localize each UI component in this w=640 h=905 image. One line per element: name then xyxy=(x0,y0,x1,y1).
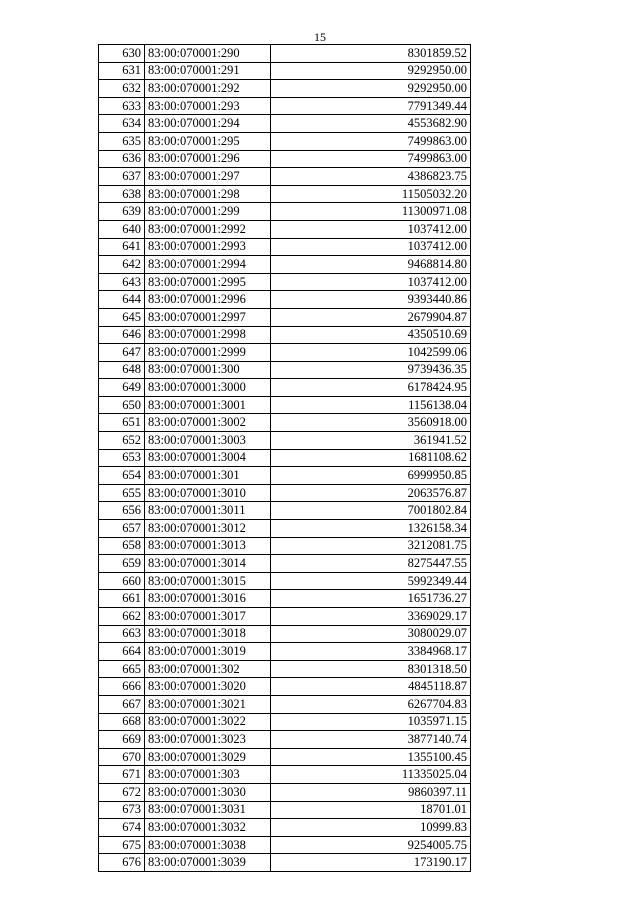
table-row xyxy=(99,731,471,749)
table-row xyxy=(99,62,471,80)
cadastral-number-cell: 83:00:070001:291 xyxy=(145,62,271,80)
cadastral-value-cell: 1681108.62 xyxy=(271,449,471,467)
cadastral-number-cell: 83:00:070001:3001 xyxy=(145,396,271,414)
row-number-cell: 657 xyxy=(99,520,145,538)
table-row xyxy=(99,502,471,520)
cadastral-value-cell: 7499863.00 xyxy=(271,150,471,168)
table-row xyxy=(99,854,471,872)
cadastral-value-cell: 1037412.00 xyxy=(271,238,471,256)
cadastral-number-cell: 83:00:070001:3014 xyxy=(145,555,271,573)
cadastral-value-cell: 4350510.69 xyxy=(271,326,471,344)
row-number-cell: 639 xyxy=(99,203,145,221)
cadastral-value-cell: 11335025.04 xyxy=(271,766,471,784)
cadastral-value-cell: 3212081.75 xyxy=(271,537,471,555)
row-number-cell: 634 xyxy=(99,115,145,133)
table-row xyxy=(99,344,471,362)
cadastral-value-cell: 8301318.50 xyxy=(271,660,471,678)
table-row xyxy=(99,273,471,291)
cadastral-number-cell: 83:00:070001:292 xyxy=(145,80,271,98)
table-row xyxy=(99,678,471,696)
table-row xyxy=(99,238,471,256)
row-number-cell: 670 xyxy=(99,748,145,766)
row-number-cell: 673 xyxy=(99,801,145,819)
cadastral-number-cell: 83:00:070001:299 xyxy=(145,203,271,221)
row-number-cell: 646 xyxy=(99,326,145,344)
table-row xyxy=(99,520,471,538)
table-row xyxy=(99,185,471,203)
cadastral-value-cell: 2063576.87 xyxy=(271,484,471,502)
cadastral-value-cell: 1042599.06 xyxy=(271,344,471,362)
table-row xyxy=(99,449,471,467)
cadastral-number-cell: 83:00:070001:3023 xyxy=(145,731,271,749)
cadastral-value-cell: 1355100.45 xyxy=(271,748,471,766)
cadastral-value-cell: 1037412.00 xyxy=(271,220,471,238)
cadastral-value-cell: 7499863.00 xyxy=(271,132,471,150)
row-number-cell: 640 xyxy=(99,220,145,238)
row-number-cell: 669 xyxy=(99,731,145,749)
cadastral-number-cell: 83:00:070001:2999 xyxy=(145,344,271,362)
cadastral-value-cell: 1326158.34 xyxy=(271,520,471,538)
cadastral-number-cell: 83:00:070001:2996 xyxy=(145,291,271,309)
cadastral-value-cell: 9739436.35 xyxy=(271,361,471,379)
cadastral-number-cell: 83:00:070001:297 xyxy=(145,168,271,186)
cadastral-number-cell: 83:00:070001:3018 xyxy=(145,625,271,643)
cadastral-value-cell: 6178424.95 xyxy=(271,379,471,397)
cadastral-value-cell: 10999.83 xyxy=(271,819,471,837)
cadastral-value-cell: 7791349.44 xyxy=(271,97,471,115)
cadastral-number-cell: 83:00:070001:3031 xyxy=(145,801,271,819)
row-number-cell: 663 xyxy=(99,625,145,643)
row-number-cell: 658 xyxy=(99,537,145,555)
row-number-cell: 637 xyxy=(99,168,145,186)
row-number-cell: 654 xyxy=(99,467,145,485)
cadastral-number-cell: 83:00:070001:3013 xyxy=(145,537,271,555)
cadastral-number-cell: 83:00:070001:3032 xyxy=(145,819,271,837)
row-number-cell: 656 xyxy=(99,502,145,520)
row-number-cell: 671 xyxy=(99,766,145,784)
table-row xyxy=(99,379,471,397)
row-number-cell: 664 xyxy=(99,643,145,661)
cadastral-number-cell: 83:00:070001:3012 xyxy=(145,520,271,538)
page-number: 15 xyxy=(314,30,326,44)
row-number-cell: 636 xyxy=(99,150,145,168)
table-row xyxy=(99,555,471,573)
table-row xyxy=(99,748,471,766)
cadastral-value-cell: 3080029.07 xyxy=(271,625,471,643)
row-number-cell: 630 xyxy=(99,45,145,63)
cadastral-number-cell: 83:00:070001:3015 xyxy=(145,572,271,590)
cadastral-number-cell: 83:00:070001:3016 xyxy=(145,590,271,608)
cadastral-number-cell: 83:00:070001:293 xyxy=(145,97,271,115)
cadastral-value-cell: 1156138.04 xyxy=(271,396,471,414)
table-row xyxy=(99,537,471,555)
row-number-cell: 659 xyxy=(99,555,145,573)
cadastral-number-cell: 83:00:070001:295 xyxy=(145,132,271,150)
row-number-cell: 633 xyxy=(99,97,145,115)
table-row xyxy=(99,168,471,186)
row-number-cell: 653 xyxy=(99,449,145,467)
cadastral-value-cell: 173190.17 xyxy=(271,854,471,872)
cadastral-number-cell: 83:00:070001:3038 xyxy=(145,836,271,854)
cadastral-number-cell: 83:00:070001:298 xyxy=(145,185,271,203)
cadastral-number-cell: 83:00:070001:290 xyxy=(145,45,271,63)
cadastral-value-cell: 4553682.90 xyxy=(271,115,471,133)
table-row xyxy=(99,132,471,150)
cadastral-value-cell: 9292950.00 xyxy=(271,62,471,80)
table-row xyxy=(99,572,471,590)
table-row xyxy=(99,608,471,626)
table-row xyxy=(99,783,471,801)
cadastral-number-cell: 83:00:070001:2997 xyxy=(145,308,271,326)
row-number-cell: 643 xyxy=(99,273,145,291)
cadastral-number-cell: 83:00:070001:2993 xyxy=(145,238,271,256)
table-row xyxy=(99,45,471,63)
row-number-cell: 651 xyxy=(99,414,145,432)
cadastral-number-cell: 83:00:070001:302 xyxy=(145,660,271,678)
table-row xyxy=(99,150,471,168)
table-row xyxy=(99,432,471,450)
table-row xyxy=(99,361,471,379)
table-row xyxy=(99,467,471,485)
cadastral-value-cell: 1035971.15 xyxy=(271,713,471,731)
cadastral-value-cell: 361941.52 xyxy=(271,432,471,450)
cadastral-value-cell: 3369029.17 xyxy=(271,608,471,626)
row-number-cell: 668 xyxy=(99,713,145,731)
cadastral-value-cell: 3560918.00 xyxy=(271,414,471,432)
row-number-cell: 660 xyxy=(99,572,145,590)
cadastral-number-cell: 83:00:070001:2992 xyxy=(145,220,271,238)
cadastral-number-cell: 83:00:070001:3011 xyxy=(145,502,271,520)
row-number-cell: 672 xyxy=(99,783,145,801)
cadastral-number-cell: 83:00:070001:3030 xyxy=(145,783,271,801)
row-number-cell: 647 xyxy=(99,344,145,362)
cadastral-number-cell: 83:00:070001:3020 xyxy=(145,678,271,696)
cadastral-value-cell: 9393440.86 xyxy=(271,291,471,309)
cadastral-number-cell: 83:00:070001:294 xyxy=(145,115,271,133)
cadastral-value-cell: 9468814.80 xyxy=(271,256,471,274)
cadastral-number-cell: 83:00:070001:301 xyxy=(145,467,271,485)
cadastral-value-cell: 1651736.27 xyxy=(271,590,471,608)
table-row xyxy=(99,97,471,115)
cadastral-number-cell: 83:00:070001:3003 xyxy=(145,432,271,450)
cadastral-number-cell: 83:00:070001:3019 xyxy=(145,643,271,661)
row-number-cell: 655 xyxy=(99,484,145,502)
table-row xyxy=(99,291,471,309)
cadastral-number-cell: 83:00:070001:2995 xyxy=(145,273,271,291)
row-number-cell: 667 xyxy=(99,695,145,713)
cadastral-number-cell: 83:00:070001:2998 xyxy=(145,326,271,344)
cadastral-value-cell: 11300971.08 xyxy=(271,203,471,221)
table-row xyxy=(99,713,471,731)
cadastral-value-cell: 9860397.11 xyxy=(271,783,471,801)
table-row xyxy=(99,203,471,221)
table-row xyxy=(99,484,471,502)
table-row xyxy=(99,80,471,98)
row-number-cell: 635 xyxy=(99,132,145,150)
cadastral-value-cell: 8301859.52 xyxy=(271,45,471,63)
row-number-cell: 638 xyxy=(99,185,145,203)
cadastral-value-cell: 6999950.85 xyxy=(271,467,471,485)
table-row xyxy=(99,819,471,837)
cadastral-number-cell: 83:00:070001:3021 xyxy=(145,695,271,713)
cadastral-value-cell: 11505032.20 xyxy=(271,185,471,203)
row-number-cell: 631 xyxy=(99,62,145,80)
row-number-cell: 641 xyxy=(99,238,145,256)
table-row xyxy=(99,326,471,344)
cadastral-value-cell: 1037412.00 xyxy=(271,273,471,291)
row-number-cell: 650 xyxy=(99,396,145,414)
table-row xyxy=(99,660,471,678)
cadastral-number-cell: 83:00:070001:296 xyxy=(145,150,271,168)
cadastral-number-cell: 83:00:070001:3002 xyxy=(145,414,271,432)
cadastral-value-cell: 8275447.55 xyxy=(271,555,471,573)
row-number-cell: 649 xyxy=(99,379,145,397)
cadastral-value-table xyxy=(98,44,471,872)
row-number-cell: 662 xyxy=(99,608,145,626)
cadastral-value-cell: 2679904.87 xyxy=(271,308,471,326)
cadastral-number-cell: 83:00:070001:3004 xyxy=(145,449,271,467)
cadastral-value-cell: 4845118.87 xyxy=(271,678,471,696)
cadastral-value-cell: 9292950.00 xyxy=(271,80,471,98)
cadastral-value-cell: 3384968.17 xyxy=(271,643,471,661)
cadastral-value-cell: 18701.01 xyxy=(271,801,471,819)
row-number-cell: 676 xyxy=(99,854,145,872)
row-number-cell: 648 xyxy=(99,361,145,379)
table-row xyxy=(99,625,471,643)
table-row xyxy=(99,414,471,432)
row-number-cell: 642 xyxy=(99,256,145,274)
cadastral-number-cell: 83:00:070001:2994 xyxy=(145,256,271,274)
table-row xyxy=(99,643,471,661)
row-number-cell: 666 xyxy=(99,678,145,696)
table-row xyxy=(99,590,471,608)
row-number-cell: 645 xyxy=(99,308,145,326)
row-number-cell: 661 xyxy=(99,590,145,608)
cadastral-value-cell: 6267704.83 xyxy=(271,695,471,713)
cadastral-value-cell: 3877140.74 xyxy=(271,731,471,749)
cadastral-number-cell: 83:00:070001:3017 xyxy=(145,608,271,626)
row-number-cell: 644 xyxy=(99,291,145,309)
row-number-cell: 674 xyxy=(99,819,145,837)
cadastral-number-cell: 83:00:070001:3022 xyxy=(145,713,271,731)
cadastral-number-cell: 83:00:070001:303 xyxy=(145,766,271,784)
cadastral-number-cell: 83:00:070001:3039 xyxy=(145,854,271,872)
table-row xyxy=(99,695,471,713)
table-row xyxy=(99,220,471,238)
row-number-cell: 632 xyxy=(99,80,145,98)
table-row xyxy=(99,115,471,133)
cadastral-number-cell: 83:00:070001:300 xyxy=(145,361,271,379)
table-row xyxy=(99,801,471,819)
cadastral-number-cell: 83:00:070001:3000 xyxy=(145,379,271,397)
cadastral-value-cell: 7001802.84 xyxy=(271,502,471,520)
row-number-cell: 675 xyxy=(99,836,145,854)
row-number-cell: 665 xyxy=(99,660,145,678)
table-row xyxy=(99,836,471,854)
cadastral-value-cell: 5992349.44 xyxy=(271,572,471,590)
table-row xyxy=(99,256,471,274)
cadastral-value-cell: 9254005.75 xyxy=(271,836,471,854)
row-number-cell: 652 xyxy=(99,432,145,450)
table-row xyxy=(99,766,471,784)
cadastral-value-cell: 4386823.75 xyxy=(271,168,471,186)
cadastral-number-cell: 83:00:070001:3029 xyxy=(145,748,271,766)
table-body xyxy=(99,45,471,872)
table-row xyxy=(99,396,471,414)
cadastral-number-cell: 83:00:070001:3010 xyxy=(145,484,271,502)
table-row xyxy=(99,308,471,326)
